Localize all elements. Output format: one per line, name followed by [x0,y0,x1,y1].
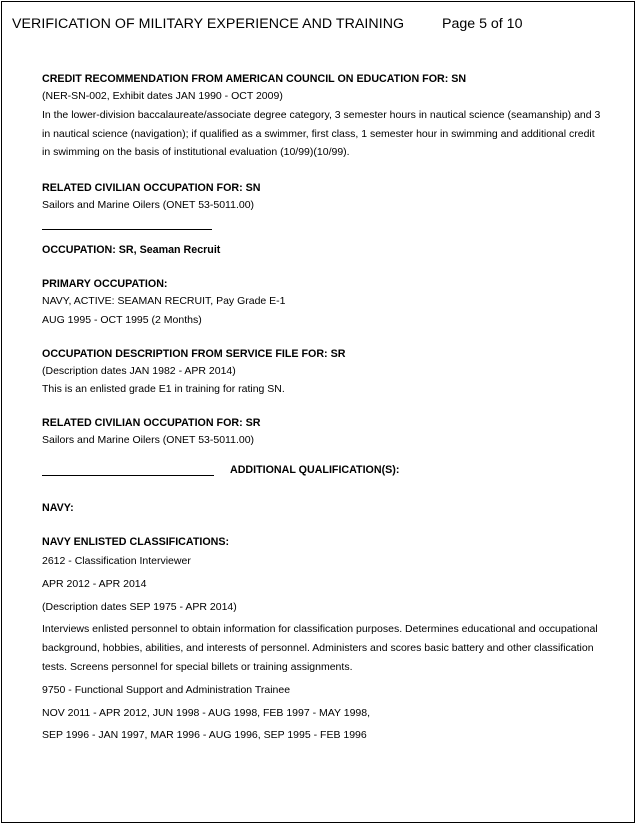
nec-code-2612-dates: APR 2012 - APR 2014 [42,577,147,590]
nec-code-2612: 2612 - Classification Interviewer [42,554,191,567]
primary-occupation-line: NAVY, ACTIVE: SEAMAN RECRUIT, Pay Grade E-1 [42,294,286,307]
occupation-heading: OCCUPATION: SR, Seaman Recruit [42,243,221,256]
page-header-title: VERIFICATION OF MILITARY EXPERIENCE AND TRAINING [12,16,405,32]
sr-description-section [42,346,602,400]
nec-code-9750-dates-line1: NOV 2011 - APR 2012, JUN 1998 - AUG 1998, FEB 1997 - MAY 1998, [42,706,371,719]
sn-civilian-value: Sailors and Marine Oilers (ONET 53-5011.00) [42,199,255,212]
sr-civilian-heading: RELATED CIVILIAN OCCUPATION FOR: SR [42,417,261,430]
document-content [42,71,602,745]
sr-description-body: This is an enlisted grade E1 in training for rating SN. [42,383,285,396]
sr-description-heading: OCCUPATION DESCRIPTION FROM SERVICE FILE FOR: SR [42,347,346,360]
sn-credit-exhibit: (NER-SN-002, Exhibit dates JAN 1990 - OCT 2009) [42,90,283,102]
additional-qualifications-heading: ADDITIONAL QUALIFICATION(S): [230,463,400,476]
page-number: Page 5 of 10 [442,16,523,32]
sr-civilian-value: Sailors and Marine Oilers (ONET 53-5011.00) [42,434,255,447]
sn-civilian-section [42,180,602,215]
sn-credit-heading: CREDIT RECOMMENDATION FROM AMERICAN COUNCIL ON EDUCATION FOR: SN [42,73,467,85]
primary-occupation-section [42,276,602,330]
sr-description-dates: (Description dates JAN 1982 - APR 2014) [42,364,236,377]
nec-heading: NAVY ENLISTED CLASSIFICATIONS: [42,535,230,548]
sn-credit-body: In the lower-division baccalaureate/associate degree category, 3 semester hours in nautical science (seamanship) and 3 in nautical science (navigation); if qualified as a swimmer, first class, 1 semester hour in swimming and additional credit in swimming on the basis of institutional evaluation (10/99)(10/99). [42,108,601,159]
navy-heading: NAVY: [42,501,74,514]
nec-code-9750-dates-line2: SEP 1996 - JAN 1997, MAR 1996 - AUG 1996, SEP 1995 - FEB 1996 [42,729,367,742]
nec-code-2612-body: Interviews enlisted personnel to obtain information for classification purposes. Determines educational and occupational background, hobbies, abilities, and interests of personnel. Administers and scores basic battery and other classification tests. Screens personnel for special billets or training assignments. [42,623,598,673]
nec-code-2612-description-dates: (Description dates SEP 1975 - APR 2014) [42,600,237,613]
sn-credit-section [42,71,602,162]
primary-occupation-heading: PRIMARY OCCUPATION: [42,277,168,290]
additional-divider [42,475,214,476]
sr-civilian-section [42,415,602,450]
nec-code-9750: 9750 - Functional Support and Administration Trainee [42,683,291,696]
sn-civilian-heading: RELATED CIVILIAN OCCUPATION FOR: SN [42,182,261,195]
section-divider [42,229,212,230]
document-page [1,1,635,823]
primary-occupation-dates: AUG 1995 - OCT 1995 (2 Months) [42,313,202,326]
additional-qualifications-row [42,464,602,484]
nec-section [42,534,602,745]
